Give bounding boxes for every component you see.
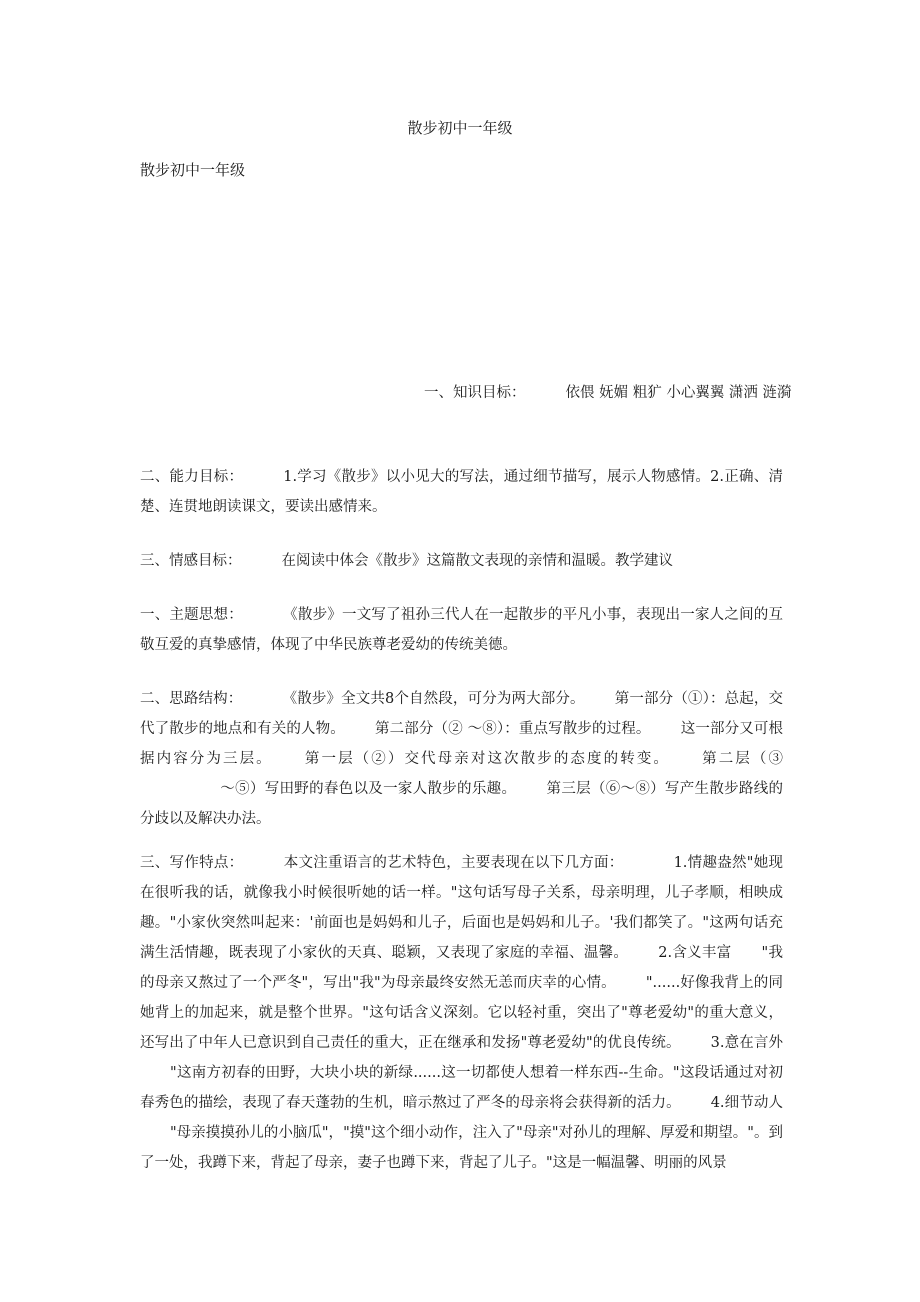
writing-point-2: "......好像我背上的同她背上的加起来，就是整个世界。"这句话含义深刻。它以轻衬重，突出了"尊老爱幼"的重大意义，还写出了中年人已意识到自己责任的重大，正在继承和发扬"尊老爱幼"的优良传统。 xyxy=(140,975,783,1051)
writing-point-1: 1.情趣盎然"她现在很听我的话，就像我小时候很听她的话一样。"这句话写母子关系，母亲明理，儿子孝顺，相映成趣。"小家伙突然叫起来：'前面也是妈妈和儿子，后面也是妈妈和儿子。'我们都笑了。"这两句话充满生活情趣，既表现了小家伙的天真、聪颖，又表现了家庭的幸福、温馨。 xyxy=(140,855,783,961)
structure-part-1: 第一部分（①）：总起，交代了散步的地点和有关的人物。 xyxy=(140,691,784,737)
emotion-text: 在阅读中体会《散步》这篇散文表现的亲情和温暖。教学建议 xyxy=(281,553,673,569)
ability-item-2: 2.正确、清楚、连贯地朗读课文，要读出感情来。 xyxy=(140,469,783,515)
knowledge-label: 一、知识目标： xyxy=(424,385,526,401)
theme-text: 《散步》一文写了祖孙三代人在一起散步的平凡小事，表现出一家人之间的互敬互爱的真挚感情，体现了中华民族尊老爱幼的传统美德。 xyxy=(140,607,783,653)
structure-label: 二、思路结构： xyxy=(140,691,243,707)
structure-section xyxy=(140,684,783,834)
theme-label: 一、主题思想： xyxy=(140,607,243,623)
page-subtitle: 散步初中一年级 xyxy=(140,161,246,179)
knowledge-goals xyxy=(140,378,920,408)
writing-label: 三、写作特点： xyxy=(140,855,244,871)
knowledge-words: 依偎 妩媚 粗犷 小心翼翼 潇洒 涟漪 xyxy=(565,385,792,401)
writing-point-3-title: 3.意在言外 xyxy=(710,1035,783,1051)
writing-text: 本文注重语言的艺术特色，主要表现在以下几方面： xyxy=(283,855,624,871)
structure-text: 这一部分又可根据内容分为三层。 xyxy=(140,721,784,767)
writing-point-2-title: 2.含义丰富 xyxy=(658,945,732,961)
structure-text: 《散步》全文共8个自然段，可分为两大部分。 xyxy=(282,691,585,707)
emotion-label: 三、情感目标： xyxy=(140,553,242,569)
ability-label: 二、能力目标： xyxy=(140,469,244,485)
page-title: 散步初中一年级 xyxy=(407,119,513,137)
structure-layer-3: 第三层（⑥～⑧）写产生散步路线的分歧以及解决办法。 xyxy=(140,781,784,827)
structure-part-2: 第二部分（② ～⑧）：重点写散步的过程。 xyxy=(374,721,651,737)
writing-point-3: "这南方初春的田野，大块小块的新绿......这一切都使人想着一样东西--生命。"这段话通过对初春秀色的描绘，表现了春天蓬勃的生机，暗示熬过了严冬的母亲将会获得新的活力。 xyxy=(140,1065,783,1111)
theme-section xyxy=(140,600,783,660)
ability-goals xyxy=(140,462,783,522)
writing-section xyxy=(140,848,783,1178)
structure-layer-2: 第二层（③ xyxy=(700,751,784,767)
writing-point-2: "我的母亲又熬过了一个严冬"，写出"我"为母亲最终安然无恙而庆幸的心情。 xyxy=(140,945,783,991)
structure-layer-1: 第一层（②）交代母亲对这次散步的态度的转变。 xyxy=(302,751,671,767)
emotion-goals xyxy=(140,546,783,576)
structure-layer-2: ～⑤）写田野的春色以及一家人散步的乐趣。 xyxy=(220,781,517,797)
ability-item-1: 1.学习《散步》以小见大的写法，通过细节描写，展示人物感情。 xyxy=(283,469,711,485)
writing-point-4-title: 4.细节动人 xyxy=(710,1095,783,1111)
writing-point-4: "母亲摸摸孙儿的小脑瓜"，"摸"这个细小动作，注入了"母亲"对孙儿的理解、厚爱和期望。"。到了一处，我蹲下来，背起了母亲，妻子也蹲下来，背起了儿子。"这是一幅温馨、明丽的风景 xyxy=(140,1125,783,1171)
